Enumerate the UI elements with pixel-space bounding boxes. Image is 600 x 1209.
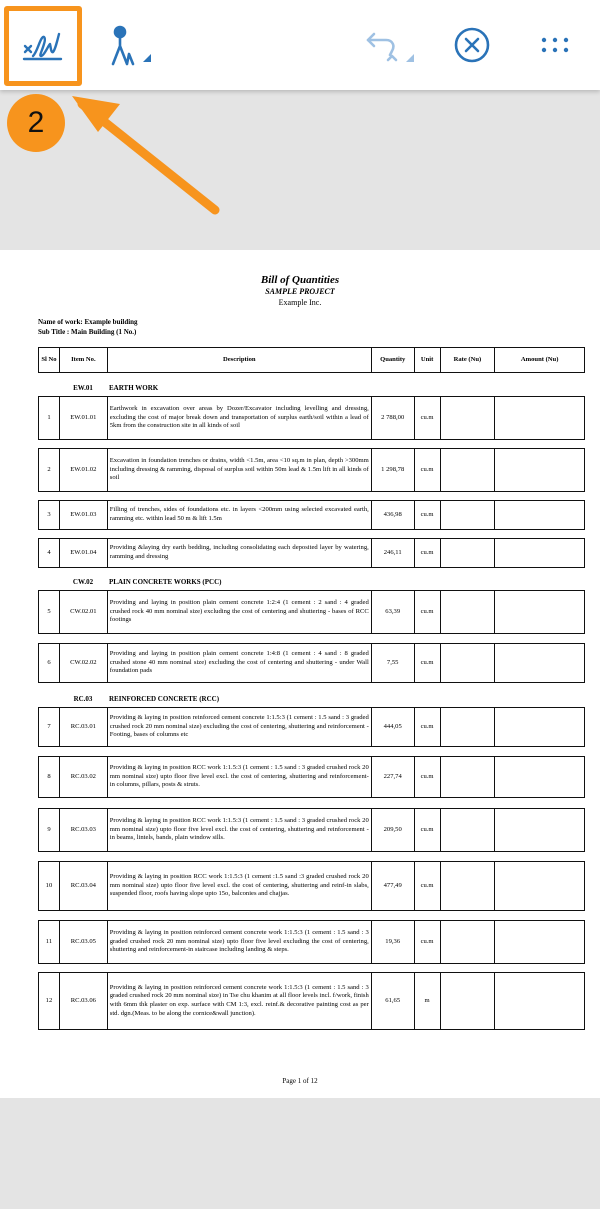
description-text: Providing &laying dry earth bedding, including consolidating each deposited layer by watering, ramming and dressing [109,544,369,560]
row-description [108,397,372,439]
description-text: Filling of trenches, sides of foundations etc. in layers <200mm using selected excavated earth, ramming etc. within lead 50 m & lift 1.5m [109,506,369,522]
row-unit: cu.m [415,862,441,910]
row-item: EW.01.03 [60,501,108,529]
row-item: RC.03.02 [60,757,108,797]
row-sl: 7 [39,708,60,746]
row-rate [441,539,496,567]
row-sl: 3 [39,501,60,529]
column-header: Rate (Nu) [441,348,496,372]
row-unit: cu.m [415,449,441,491]
row-unit: cu.m [415,921,441,963]
section-heading [38,578,585,589]
row-sl: 4 [39,539,60,567]
row-amount [495,591,584,633]
section-name: EARTH WORK [109,384,159,392]
row-amount [495,449,584,491]
close-circle-icon [452,25,492,65]
row-item: RC.03.06 [60,973,108,1029]
row-description [108,757,372,797]
step-badge: 2 [7,94,65,152]
row-rate [441,921,496,963]
row-rate [441,708,496,746]
row-sl: 1 [39,397,60,439]
column-header: Sl No [39,348,60,372]
row-unit: cu.m [415,708,441,746]
row-description [108,591,372,633]
description-text: Providing and laying in position plain cement concrete 1:4:8 (1 cement : 4 sand : 8 graded crushed stone 40 mm nominal size) excluding the cost of centering and shuttering - under Wall foundation pads [109,650,369,675]
row-rate [441,809,496,851]
row-unit: cu.m [415,397,441,439]
row-amount [495,862,584,910]
description-text: Providing & laying in position reinforced cement concrete work 1:1.5:3 (1 cement : 1.5 sand : 3 graded crushed rock 20 mm nominal size) upto floor five level excluding the cost of centering, shuttering and reinforcement-in staircase including landing & steps. [109,929,369,954]
row-item: EW.01.01 [60,397,108,439]
row-sl: 6 [39,644,60,682]
row-sl: 5 [39,591,60,633]
row-rate [441,501,496,529]
table-row [38,808,585,852]
row-item: EW.01.04 [60,539,108,567]
row-unit: cu.m [415,644,441,682]
row-amount [495,973,584,1029]
more-dots-icon [540,35,570,55]
row-quantity: 477,49 [372,862,415,910]
row-amount [495,757,584,797]
more-options-button[interactable] [530,24,580,66]
column-header: Description [108,348,372,372]
column-header: Unit [415,348,441,372]
row-sl: 8 [39,757,60,797]
row-amount [495,644,584,682]
undo-icon [362,20,420,74]
table-header [38,347,585,373]
section-code: CW.02 [72,578,94,586]
document-company: Example Inc. [278,298,322,307]
description-text: Excavation in foundation trenches or drains, width <1.5m, area <10 sq.m in plan, depth >300mm including dressing & ramming, disposal of surplus soil within 50m lead & 1.5m lift in all kinds of soil [109,457,369,482]
row-rate [441,449,496,491]
row-item: CW.02.01 [60,591,108,633]
table-row [38,538,585,568]
sign-button-highlight [4,6,82,86]
row-rate [441,757,496,797]
row-amount [495,501,584,529]
row-unit: m [415,973,441,1029]
column-header: Quantity [372,348,415,372]
row-sl: 12 [39,973,60,1029]
section-code: EW.01 [73,384,93,392]
row-quantity: 227,74 [372,757,415,797]
row-rate [441,644,496,682]
description-text: Providing & laying in position reinforced cement concrete 1:1.5:3 (1 cement : 1.5 sand : 3 graded crushed rock 20 mm nominal size) excluding the cost of centering, shuttering and reinforcement - Footing, bases of columns etc [109,714,369,739]
row-quantity: 2 788,00 [372,397,415,439]
row-unit: cu.m [415,539,441,567]
row-description [108,539,372,567]
row-description [108,862,372,910]
row-amount [495,397,584,439]
document-title: Bill of Quantities [260,274,340,286]
row-quantity: 61,65 [372,973,415,1029]
sub-title: Sub Title : Main Building (1 No.) [38,328,137,336]
row-quantity: 7,55 [372,644,415,682]
undo-button[interactable] [362,20,420,74]
row-quantity: 19,36 [372,921,415,963]
row-amount [495,539,584,567]
row-item: RC.03.01 [60,708,108,746]
row-quantity: 209,50 [372,809,415,851]
row-sl: 10 [39,862,60,910]
row-description [108,644,372,682]
row-rate [441,591,496,633]
row-description [108,921,372,963]
description-text: Providing & laying in position RCC work 1:1.5:3 (1 cement : 1.5 sand : 3 graded crushed rock 20 mm nominal size) upto floor five level excl. the cost of centering, shuttering and reinforcement -in beams, lintels, bands, plain window sills. [109,817,369,842]
row-amount [495,809,584,851]
row-description [108,449,372,491]
table-row [38,920,585,964]
row-item: RC.03.03 [60,809,108,851]
table-row [38,590,585,634]
row-quantity: 444,05 [372,708,415,746]
row-unit: cu.m [415,809,441,851]
row-item: CW.02.02 [60,644,108,682]
page-number: Page 1 of 12 [282,1077,318,1085]
row-sl: 9 [39,809,60,851]
fill-tool-button[interactable] [98,20,160,74]
column-header: Amount (Nu) [520,355,559,363]
row-sl: 2 [39,449,60,491]
row-unit: cu.m [415,501,441,529]
row-quantity: 1 298,78 [372,449,415,491]
row-quantity: 63,39 [372,591,415,633]
row-item: EW.01.02 [60,449,108,491]
description-text: Earthwork in excavation over areas by Dozer/Excavator including levelling and dressing, excluding the cost of major break down and transportation of surplus earth/soil within a lead of 5km from the construction site in all kinds of soil [109,405,369,430]
section-heading [38,384,585,395]
row-description [108,809,372,851]
toolbar [0,0,600,90]
table-row [38,500,585,530]
table-row [38,756,585,798]
row-amount [495,921,584,963]
table-row [38,643,585,683]
row-amount [495,708,584,746]
row-description [108,708,372,746]
row-quantity: 436,98 [372,501,415,529]
row-description [108,501,372,529]
row-unit: cu.m [415,591,441,633]
section-name: REINFORCED CONCRETE (RCC) [109,695,220,703]
row-rate [441,973,496,1029]
description-text: Providing and laying in position plain cement concrete 1:2:4 (1 cement : 2 sand : 4 graded crushed rock 40 mm nominal size) excluding the cost of centering and shuttering - bases of RCC footings [109,599,369,624]
row-quantity: 246,11 [372,539,415,567]
row-unit: cu.m [415,757,441,797]
row-description [108,973,372,1029]
section-heading [38,695,585,706]
row-sl: 11 [39,921,60,963]
document-subtitle: SAMPLE PROJECT [265,287,335,296]
description-text: Providing & laying in position RCC work 1:1.5:3 (1 cement : 1.5 sand : 3 graded crushed rock 20 mm nominal size) upto floor five level excl. the cost of centering, shuttering and reinforcement- in columns, pillars, posts & struts. [109,764,369,789]
section-code: RC.03 [73,695,93,703]
row-rate [441,862,496,910]
column-header: Item No. [60,348,108,372]
name-of-work: Name of work: Example building [38,318,138,326]
table-row [38,861,585,911]
description-text: Providing & laying in position reinforced cement concrete work 1:1.5:3 (1 cement : 1.5 sand : 3 graded crushed rock 20 mm nominal size) in Tse chu khanim at all floor levels incl. f/work, finish with 6mm thk plaster on exp. surface with CM 1:3, excl. reinf.& decorative painting cost as per std. dgn.(Meas. to be along the cornice&wall junction). [109,983,369,1017]
row-item: RC.03.04 [60,862,108,910]
description-text: Providing & laying in position RCC work 1:1.5:3 (1 cement :1.5 sand :3 graded crushed rock 20 mm nominal size) upto floor five level excl. the cost of centering, shuttering and reinf-in slabs, suspended floor, roofs having slope upto 15o, balconies and chajjas. [109,873,369,898]
table-row [38,707,585,747]
table-row [38,972,585,1030]
close-button[interactable] [448,20,496,70]
section-name: PLAIN CONCRETE WORKS (PCC) [109,578,222,586]
table-row [38,396,585,440]
pen-fill-icon [99,20,159,74]
row-rate [441,397,496,439]
table-row [38,448,585,492]
row-item: RC.03.05 [60,921,108,963]
